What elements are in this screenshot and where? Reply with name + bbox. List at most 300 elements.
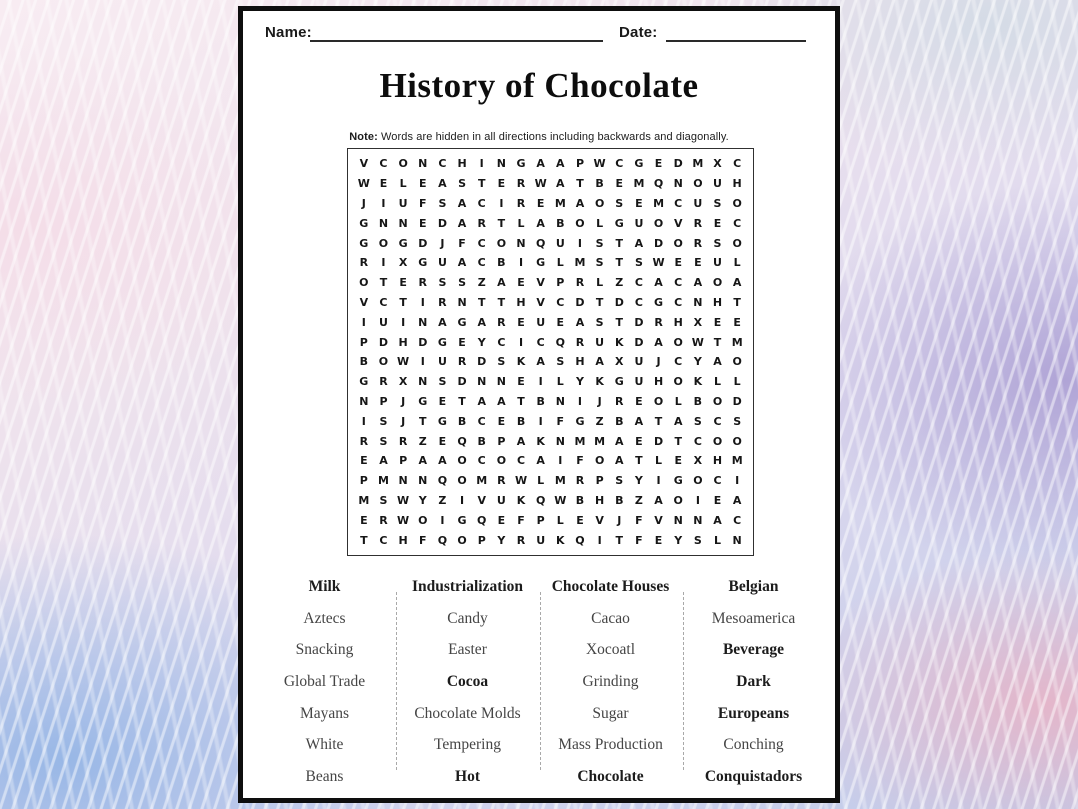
word-list-item: Belgian (728, 577, 779, 595)
word-list-item: Hot (455, 767, 480, 785)
grid-letter: S (693, 414, 702, 428)
grid-letter: V (536, 295, 545, 309)
grid-letter: T (595, 295, 604, 309)
grid-letter: B (516, 414, 526, 428)
grid-letter: W (593, 157, 606, 171)
grid-letter: S (458, 177, 467, 191)
grid-letter: E (713, 315, 722, 329)
grid-letter: J (656, 355, 661, 369)
grid-letter: A (536, 157, 545, 171)
grid-letter: E (654, 533, 663, 547)
grid-letter: A (516, 434, 526, 448)
word-list-item: Beverage (722, 641, 785, 659)
grid-letter: A (575, 196, 585, 210)
grid-letter: Y (693, 355, 702, 369)
word-list-item: Milk (308, 577, 341, 595)
grid-letter: T (615, 533, 624, 547)
grid-letter: R (575, 276, 585, 290)
grid-letter: C (713, 474, 722, 488)
grid-letter: F (556, 414, 565, 428)
grid-letter: S (595, 256, 604, 270)
grid-letter: A (713, 513, 722, 527)
word-list-item: Cacao (591, 609, 630, 627)
grid-letter: B (457, 414, 467, 428)
grid-letter: D (418, 335, 428, 349)
grid-letter: J (617, 513, 622, 527)
grid-letter: U (536, 533, 546, 547)
grid-letter: T (399, 295, 407, 309)
grid-letter: P (379, 394, 388, 408)
grid-letter: K (615, 335, 624, 349)
grid-letter: B (615, 414, 624, 428)
grid-letter: M (554, 196, 566, 210)
grid-letter: U (536, 315, 546, 329)
grid-letter: O (732, 196, 742, 210)
grid-letter: C (477, 454, 486, 468)
grid-letter: P (497, 434, 506, 448)
grid-letter: L (674, 394, 682, 408)
word-list-item: Dark (736, 672, 771, 690)
grid-letter: D (732, 394, 742, 408)
worksheet-page (238, 6, 840, 803)
grid-letter: K (516, 355, 526, 369)
grid-letter: P (477, 533, 486, 547)
grid-letter: Q (477, 513, 487, 527)
grid-letter: V (359, 295, 369, 309)
grid-letter: U (496, 493, 506, 507)
grid-letter: C (516, 454, 526, 468)
grid-letter: G (516, 157, 526, 171)
grid-letter: A (477, 315, 486, 329)
word-search-grid[interactable] (347, 148, 754, 556)
grid-letter: C (674, 355, 683, 369)
grid-letter: G (457, 315, 467, 329)
grid-letter: R (379, 375, 388, 389)
grid-letter: T (458, 394, 466, 408)
grid-letter: R (457, 355, 467, 369)
grid-letter: T (674, 434, 682, 448)
date-blank-line[interactable] (666, 24, 806, 42)
grid-letter: Y (477, 335, 486, 349)
grid-letter: R (575, 474, 585, 488)
name-blank-line[interactable] (310, 24, 603, 42)
grid-letter: Q (437, 533, 448, 547)
grid-letter: C (477, 196, 486, 210)
grid-letter: T (576, 177, 584, 191)
grid-letter: O (693, 177, 703, 191)
grid-letter: M (377, 474, 389, 488)
grid-letter: I (361, 315, 366, 329)
grid-letter: M (594, 434, 606, 448)
grid-letter: R (575, 335, 585, 349)
grid-letter: I (656, 474, 661, 488)
grid-letter: F (576, 454, 584, 468)
grid-letter: E (536, 196, 545, 210)
grid-letter: Q (437, 474, 448, 488)
grid-letter: A (654, 335, 663, 349)
grid-letter: G (575, 414, 585, 428)
grid-letter: A (654, 276, 663, 290)
grid-letter: E (674, 454, 682, 468)
grid-letter: B (497, 256, 506, 270)
grid-letter: A (556, 177, 565, 191)
grid-letter: S (379, 414, 388, 428)
grid-letter: O (496, 454, 507, 468)
grid-letter: X (398, 256, 408, 270)
grid-letter: N (732, 533, 742, 547)
grid-letter: I (381, 196, 386, 210)
grid-letter: A (438, 177, 447, 191)
grid-letter: D (418, 236, 428, 250)
grid-letter: I (597, 533, 602, 547)
grid-letter: D (653, 236, 664, 250)
grid-letter: S (379, 434, 388, 448)
grid-letter: O (457, 533, 467, 547)
grid-letter: O (359, 276, 369, 290)
grid-letter: L (733, 375, 741, 389)
grid-letter: I (518, 335, 524, 349)
grid-letter: Y (634, 474, 643, 488)
grid-letter: G (536, 256, 546, 270)
grid-letter: L (714, 533, 722, 547)
word-list-item: Chocolate Houses (551, 577, 670, 595)
grid-letter: L (517, 216, 525, 230)
grid-letter: Z (477, 276, 486, 290)
grid-letter: T (654, 414, 663, 428)
grid-letter: P (359, 474, 368, 488)
grid-letter: C (438, 157, 447, 171)
word-list-item: Cocoa (446, 672, 489, 690)
grid-letter: L (556, 513, 564, 527)
instructions-note (243, 131, 835, 143)
grid-letter: R (497, 474, 506, 488)
word-list-item: Candy (447, 609, 488, 627)
grid-letter: R (516, 177, 526, 191)
grid-letter: U (634, 375, 644, 389)
grid-letter: F (458, 236, 466, 250)
grid-letter: Q (555, 335, 565, 349)
grid-letter: B (575, 493, 585, 507)
grid-letter: C (693, 434, 702, 448)
grid-letter: C (713, 414, 722, 428)
grid-letter: W (652, 256, 665, 270)
grid-letter: I (538, 414, 543, 428)
grid-letter: V (654, 513, 663, 527)
grid-letter: M (574, 256, 586, 270)
grid-letter: F (517, 513, 525, 527)
grid-letter: E (399, 276, 407, 290)
grid-letter: A (634, 236, 644, 250)
grid-letter: S (438, 196, 447, 210)
date-label: Date: (619, 24, 658, 41)
grid-letter: A (477, 394, 486, 408)
grid-letter: E (360, 454, 368, 468)
grid-letter: D (378, 335, 389, 349)
grid-letter: B (556, 216, 565, 230)
grid-letter: O (594, 454, 605, 468)
grid-letter: N (359, 394, 369, 408)
word-list-item: Aztecs (303, 609, 346, 627)
grid-letter: T (477, 295, 486, 309)
grid-letter: P (595, 474, 604, 488)
grid-letter: S (713, 196, 722, 210)
grid-letter: Q (457, 434, 467, 448)
word-column (396, 571, 539, 793)
grid-letter: P (575, 157, 584, 171)
grid-letter: A (457, 256, 467, 270)
word-list-item: Sugar (592, 704, 629, 722)
word-list-item: White (305, 736, 344, 754)
grid-letter: U (555, 236, 565, 250)
word-list-item: Beans (305, 767, 344, 785)
grid-letter: R (615, 394, 624, 408)
grid-letter: G (418, 394, 428, 408)
grid-letter: N (496, 375, 506, 389)
grid-letter: Y (418, 493, 427, 507)
grid-letter: E (615, 177, 624, 191)
grid-letter: K (516, 493, 526, 507)
grid-letter: I (401, 315, 406, 329)
grid-letter: O (712, 394, 723, 408)
grid-letter: E (576, 513, 584, 527)
grid-letter: A (379, 454, 388, 468)
grid-letter: C (733, 513, 742, 527)
grid-letter: A (615, 434, 624, 448)
grid-letter: H (712, 454, 723, 468)
grid-letter: T (615, 315, 624, 329)
grid-letter: O (732, 434, 742, 448)
word-list-item: Grinding (582, 672, 639, 690)
grid-letter: I (695, 493, 700, 507)
grid-letter: N (693, 295, 703, 309)
grid-letter: I (420, 355, 425, 369)
grid-letter: A (536, 355, 545, 369)
grid-letter: Z (595, 414, 604, 428)
grid-letter: R (398, 434, 408, 448)
grid-letter: W (691, 335, 704, 349)
grid-letter: M (358, 493, 370, 507)
grid-letter: B (615, 493, 624, 507)
grid-letter: H (516, 295, 526, 309)
grid-letter: V (673, 216, 683, 230)
grid-letter: C (674, 276, 683, 290)
grid-letter: U (634, 355, 644, 369)
grid-letter: X (693, 454, 703, 468)
word-list-item: Industrialization (411, 577, 524, 595)
grid-letter: R (477, 216, 486, 230)
grid-letter: E (654, 157, 663, 171)
grid-letter: N (378, 216, 389, 230)
grid-letter: L (714, 375, 722, 389)
grid-letter: H (673, 315, 683, 329)
column-divider (683, 592, 684, 770)
grid-letter: J (440, 236, 445, 250)
grid-letter: R (516, 533, 526, 547)
grid-letter: R (654, 315, 663, 329)
grid-letter: L (596, 276, 604, 290)
grid-letter: B (359, 355, 369, 369)
grid-letter: A (634, 414, 644, 428)
grid-letter: S (556, 355, 565, 369)
grid-letter: A (732, 276, 742, 290)
grid-letter: J (361, 196, 366, 210)
grid-letter: R (693, 216, 703, 230)
grid-letter: R (379, 513, 388, 527)
grid-letter: I (735, 474, 740, 488)
grid-letter: Z (615, 276, 624, 290)
grid-letter: G (359, 375, 369, 389)
grid-letter: A (418, 454, 428, 468)
grid-letter: N (516, 236, 526, 250)
grid-letter: C (536, 335, 545, 349)
word-list-item: Mayans (299, 704, 350, 722)
grid-letter: Q (535, 236, 546, 250)
grid-letter: E (556, 315, 565, 329)
grid-letter: S (595, 236, 604, 250)
grid-letter: E (497, 513, 506, 527)
grid-letter: I (479, 157, 484, 171)
grid-letter: H (653, 375, 664, 389)
grid-letter: E (497, 414, 506, 428)
grid-letter: H (712, 295, 723, 309)
grid-letter: C (615, 157, 624, 171)
grid-letter: C (674, 196, 683, 210)
grid-letter: O (693, 474, 703, 488)
word-column (253, 571, 396, 793)
grid-letter: I (361, 414, 366, 428)
grid-letter: M (692, 157, 704, 171)
word-column (682, 571, 825, 793)
column-divider (396, 592, 397, 770)
grid-letter: U (713, 256, 722, 270)
word-list-item: Snacking (295, 641, 354, 659)
grid-letter: L (556, 375, 564, 389)
grid-letter: T (497, 216, 506, 230)
grid-letter: C (379, 533, 388, 547)
grid-letter: O (378, 236, 389, 250)
grid-letter: T (379, 276, 388, 290)
grid-letter: G (359, 216, 369, 230)
grid-letter: U (437, 256, 447, 270)
grid-letter: S (379, 493, 388, 507)
word-list-item: Tempering (434, 736, 501, 754)
grid-letter: T (713, 335, 722, 349)
grid-letter: N (398, 216, 408, 230)
grid-letter: N (418, 474, 428, 488)
grid-letter: N (496, 157, 506, 171)
grid-letter: E (635, 434, 643, 448)
grid-letter: N (418, 157, 428, 171)
grid-letter: U (713, 177, 722, 191)
grid-letter: O (732, 355, 742, 369)
grid-letter: E (419, 177, 427, 191)
word-list-item: Chocolate (577, 767, 644, 785)
grid-letter: G (614, 375, 624, 389)
grid-letter: G (614, 216, 624, 230)
word-column (539, 571, 682, 793)
grid-letter: O (712, 434, 723, 448)
grid-letter: T (615, 256, 624, 270)
grid-letter: A (497, 276, 506, 290)
grid-letter: C (477, 256, 486, 270)
grid-letter: D (477, 355, 487, 369)
grid-letter: E (438, 394, 447, 408)
grid-letter: E (713, 493, 722, 507)
grid-letter: Q (575, 533, 585, 547)
grid-letter: I (420, 295, 425, 309)
grid-letter: Z (438, 493, 447, 507)
grid-letter: J (401, 414, 406, 428)
grid-letter: E (497, 177, 506, 191)
grid-letter: M (554, 474, 566, 488)
grid-letter: S (615, 474, 624, 488)
grid-letter: C (733, 216, 742, 230)
grid-letter: G (418, 256, 428, 270)
grid-letter: A (732, 493, 742, 507)
grid-letter: W (534, 177, 547, 191)
grid-letter: X (693, 315, 703, 329)
grid-letter: C (556, 295, 565, 309)
grid-letter: L (596, 216, 604, 230)
grid-letter: N (418, 315, 428, 329)
grid-letter: W (397, 355, 410, 369)
grid-letter: K (693, 375, 703, 389)
grid-letter: E (713, 216, 722, 230)
grid-letter: A (693, 276, 703, 290)
grid-letter: D (634, 315, 644, 329)
grid-letter: L (556, 256, 564, 270)
grid-letter: D (575, 295, 585, 309)
grid-letter: F (419, 533, 427, 547)
grid-letter: M (574, 434, 586, 448)
grid-letter: V (477, 493, 486, 507)
grid-letter: M (653, 196, 665, 210)
grid-letter: S (693, 533, 702, 547)
grid-letter: S (733, 414, 742, 428)
grid-letter: L (655, 454, 663, 468)
grid-letter: N (477, 375, 487, 389)
grid-letter: E (379, 177, 388, 191)
grid-letter: E (419, 216, 427, 230)
grid-letter: J (597, 394, 602, 408)
grid-letter: W (397, 513, 410, 527)
grid-letter: G (457, 513, 467, 527)
grid-letter: G (437, 414, 447, 428)
grid-letter: C (674, 295, 683, 309)
word-list-item: Global Trade (283, 672, 366, 690)
grid-letter: C (733, 157, 742, 171)
grid-letter: E (635, 196, 643, 210)
grid-letter: C (477, 414, 486, 428)
grid-letter: H (595, 493, 605, 507)
grid-letter: C (477, 236, 486, 250)
grid-letter: G (437, 335, 447, 349)
grid-letter: A (595, 355, 604, 369)
grid-letter: A (438, 315, 447, 329)
grid-letter: O (594, 196, 605, 210)
grid-letter: I (499, 196, 504, 210)
grid-letter: T (615, 236, 624, 250)
grid-letter: E (438, 434, 447, 448)
grid-letter: S (634, 256, 643, 270)
grid-letter: H (398, 335, 408, 349)
grid-letter: F (419, 196, 427, 210)
grid-letter: T (477, 177, 486, 191)
grid-letter: N (555, 394, 565, 408)
grid-letter: E (635, 394, 643, 408)
grid-letter: M (731, 335, 743, 349)
grid-letter: A (536, 454, 545, 468)
